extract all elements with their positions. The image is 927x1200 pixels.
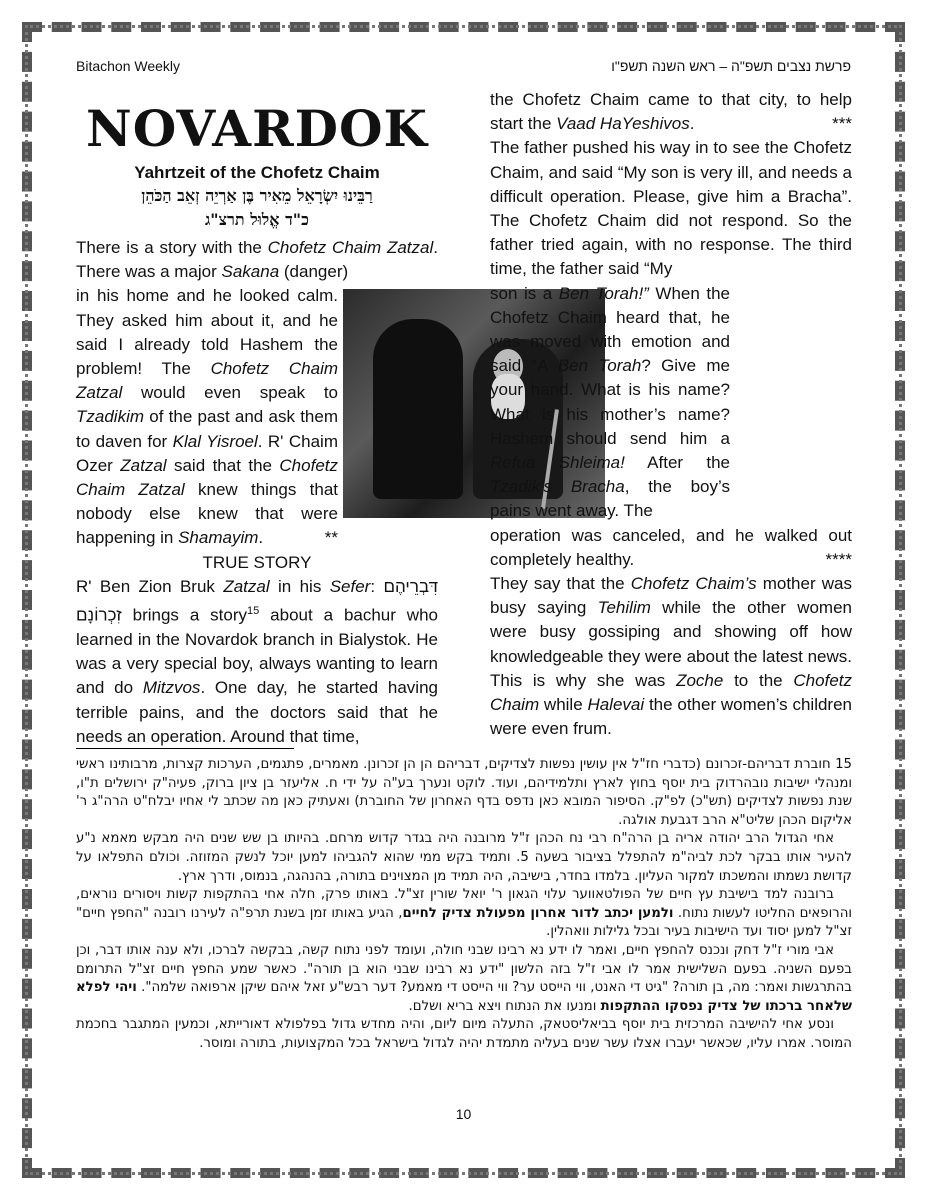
parsha-header: פרשת נצבים תשפ"ה – ראש השנה תשפ"ו: [611, 58, 851, 74]
section-break-stars: ***: [832, 114, 852, 134]
hebrew-name: רַבֵּינוּ יִשְׂרָאֵל מֵאִיר בֶּן אַרְיֵה זְאֵב הַכֹּהֵן: [141, 186, 373, 205]
footnote-paragraph: אחי הגדול הרב יהודה אריה בן הרה"ח רבי נח הכהן ז"ל מרובנה היה בגדר קדוש מרחם. בהיותו בן שש שנים היה מבקש מאמא נ"ע להעיר אותו בבקר לכת לביה"מ להתפלל בציבור בשעה 5. ותמיד בקש ממי שהוא להגביהו למען יוכל לנשק המזוזה. וכולם התפלאו על קדושת נשמתו והמשכתו למקור העליון. בלמדו בחדר, בישיבה, היה תמיד מן המצוינים בתורה, בהנהגה, בנמוס, ודרך ארץ.: [76, 831, 852, 884]
left-paragraph-1-wrapped: in his home and he looked calm. They asked him about it, and he said I already told Hashem the problem! The Chofetz Chaim Zatzal would even speak to Tzadikim of the past and ask them to daven for Klal Yisroel. R' Chaim Ozer Zatzal said that the Chofetz Chaim Zatzal knew things that nobody else knew that were happening in Shamayim. **: [76, 284, 338, 550]
right-column: [490, 88, 852, 741]
article-title: NOVARDOK: [85, 99, 428, 158]
article-subtitle: Yahrtzeit of the Chofetz Chaim: [134, 163, 380, 182]
true-story-heading: TRUE STORY: [202, 552, 312, 572]
footnote-paragraph: ונסע אחי להישיבה המרכזית בית יוסף בביאליסטאק, התעלה מיום ליום, והיה מחדש גדול בפלפולא דאורייתא, וכמעין המתגבר בחכמת המוסר. אמרו עליו, שכאשר יעברו אצלו עשר שנים בעליה מתמדת יהיה לגדול בישראל בכל המקצועות, בתורה ומוסר.: [76, 1017, 852, 1051]
right-paragraph-3: They say that the Chofetz Chaim’s mother was busy saying Tehilim while the other women were busy gossiping and showing off how knowledgeable they were about the latest news. This is why she was Zoche to the Chofetz Chaim while Halevai the other women’s children were even frum.: [490, 574, 853, 739]
section-break-stars: **: [324, 528, 338, 548]
section-break-stars: ****: [825, 549, 852, 569]
publication-name: Bitachon Weekly: [76, 58, 181, 74]
right-paragraph-2-end: operation was canceled, and he walked out completely healthy. ****: [490, 524, 852, 572]
footnote-paragraph: ברובנה למד בישיבת עץ חיים של הפולטאווער עלוי הגאון ר' יואל שורין זצ"ל. באותו פרק, חלה אחי בהתקפות קשות ויסורים נוראים, והרופאים החליטו לעשות נתוח. ולמען יכתב לדור אחרון מפעולת צדיק לחיים, הגיע באותו זמן בשנת תרפ"ה לעירנו רובנה "החפץ חיים" זצ"ל למען יסוד ועד הישיבות בעיר ובכל גלילות וואהלין.: [76, 887, 853, 940]
footnote-15: 15 חוברת דבריהם-זכרונם (כדברי חז"ל אין עושין נפשות לצדיקים, דבריהם הן הן זכרונן. מאמרים, פתגמים, הערכות קצרות, מרבותינו ראשי ומנהלי ישיבות נובהרדוק בית יוסף בחוץ לארץ ותלמידיהם, ועוד. לוקט ונערך בע"ה על ידי ח. אליעזר בן ציון ברוק, פעיה"ק ירושלים ת"ו, שנת נפשות לצדיקים (תש"כ) לפ"ק. הסיפור המובא כאן נדפס בדף האחרון של החוברת) ואעתיק כאן מה שכתב לי אחיו יבלח"ט הרה"ג ר' אליקום הכהן שליט"א הרב דגבעת אולגה.: [76, 757, 852, 828]
footnote-separator: [76, 748, 294, 749]
left-paragraph-2: R' Ben Zion Bruk Zatzal in his Sefer: דִּבְרֵיהֶם זִכְרוֹנָם brings a story$^{15}$ about a bachur who learned in the Novardok branch in Bialystok. He was a very special boy, always wanting to learn and do Mitzvos. One day, he started having terrible pains, and the doctors said that he needs an operation. Around that time,: [76, 576, 438, 746]
right-paragraph-2-wrapped: son is a Ben Torah!” When the Chofetz Chaim heard that, he was moved with emotion and said “A Ben Torah? Give me your hand. What is his name? What is his mother’s name? Hashem should send him a Refua Shleima! After the Tzadik’s Bracha, the boy’s pains went away. The: [490, 283, 730, 521]
hebrew-date: כ"ד אֱלוּל תרצ"ג: [205, 210, 309, 229]
footnote-paragraph: אבי מורי ז"ל דחק ונכנס להחפץ חיים, ואמר לו ידע נא רבינו שבני חולה, ועומד לפני נתוח קשה, בבקשה לברכו, ולא ענה אותו דבר, וכן בפעם השניה. בפעם השלישית אמר לו אבי ז"ל בזה הלשון "ידע נא רבינו שבני הוא בן תורה". כאשר שמע החפץ חיים זצ"ל התרומם בהתרגשות ואמר: מה, בן תורה? "גיט די האנט, ווי הייסט ער? ווי הייסט די מאמע? דער רבש"ע זאל איהם שיקן ארפואה שלמה". ויהי לפלא שלאחר ברכתו של צדיק נפסקו ההתקפות ומנעו את הנתוח ויצא בריא ושלם.: [76, 942, 852, 1014]
right-paragraph-1: the Chofetz Chaim came to that city, to help start the Vaad HaYeshivos. ***: [490, 88, 852, 136]
right-paragraph-2: The father pushed his way in to see the Chofetz Chaim, and said “My son is very ill, and needs a difficult operation. Please, give him a Bracha”. The Chofetz Chaim did not respond. So the father tried again, with no response. The third time, the father said “My: [490, 138, 852, 279]
footnote-reference[interactable]: 15: [247, 605, 260, 618]
footnotes: [76, 756, 852, 1054]
left-paragraph-1: There is a story with the Chofetz Chaim Zatzal. There was a major Sakana (danger): [76, 238, 438, 282]
page-number: 10: [455, 1106, 472, 1122]
left-column: [76, 236, 438, 749]
